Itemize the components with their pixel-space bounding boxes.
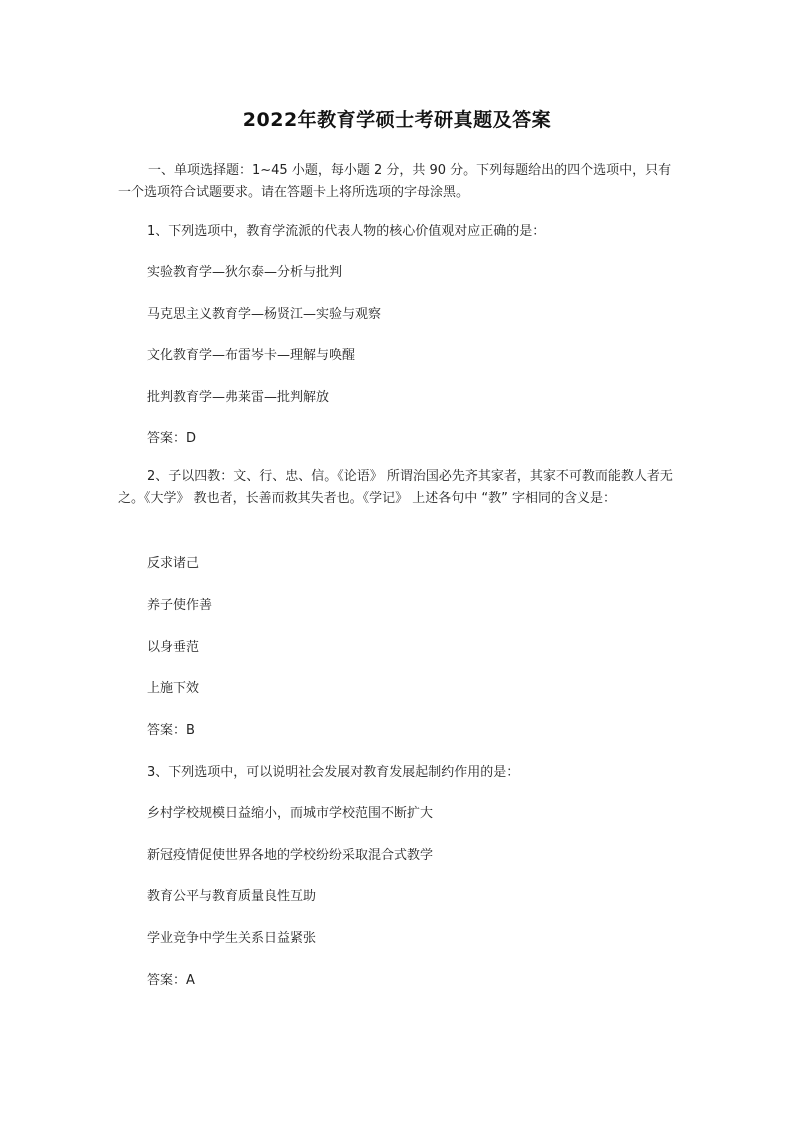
question-3-option-1: 乡村学校规模日益缩小，而城市学校范围不断扩大 xyxy=(147,806,434,821)
question-3-answer: 答案：A xyxy=(147,973,195,988)
question-3-option-3: 教育公平与教育质量良性互助 xyxy=(147,889,317,904)
question-2-answer: 答案：B xyxy=(147,723,195,738)
question-1-option-2: 马克思主义教育学—杨贤江—实验与观察 xyxy=(147,307,382,322)
question-1-option-4: 批判教育学—弗莱雷—批判解放 xyxy=(147,390,330,405)
question-2-option-1: 反求诸己 xyxy=(147,556,200,571)
question-3-option-2: 新冠疫情促使世界各地的学校纷纷采取混合式教学 xyxy=(147,848,434,863)
question-3-stem: 3、下列选项中，可以说明社会发展对教育发展起制约作用的是： xyxy=(147,765,520,780)
document-title: 2022年教育学硕士考研真题及答案 xyxy=(242,109,552,131)
question-2-option-3: 以身垂范 xyxy=(147,640,200,655)
question-1-answer: 答案：D xyxy=(147,431,197,446)
question-1-option-1: 实验教育学—狄尔泰—分析与批判 xyxy=(147,265,343,280)
section-instructions: 一、单项选择题：1~45 小题，每小题 2 分，共 90 分。下列每题给出的四个选项中，只有一个选项符合试题要求。请在答题卡上将所选项的字母涂黑。 xyxy=(118,163,672,200)
question-2-stem: 2、子以四教：文、行、忠、信。《论语》 所谓治国必先齐其家者，其家不可教而能教人者无之。《大学》 教也者，长善而救其失者也。《学记》 上述各句中 “教” 字相同的含义是： xyxy=(118,469,673,506)
question-3-option-4: 学业竞争中学生关系日益紧张 xyxy=(147,931,317,946)
question-2-option-2: 养子使作善 xyxy=(147,598,213,613)
question-1-stem: 1、下列选项中，教育学流派的代表人物的核心价值观对应正确的是： xyxy=(147,224,546,239)
question-1-option-3: 文化教育学—布雷岑卡—理解与唤醒 xyxy=(147,348,356,363)
question-2-option-4: 上施下效 xyxy=(147,681,200,696)
